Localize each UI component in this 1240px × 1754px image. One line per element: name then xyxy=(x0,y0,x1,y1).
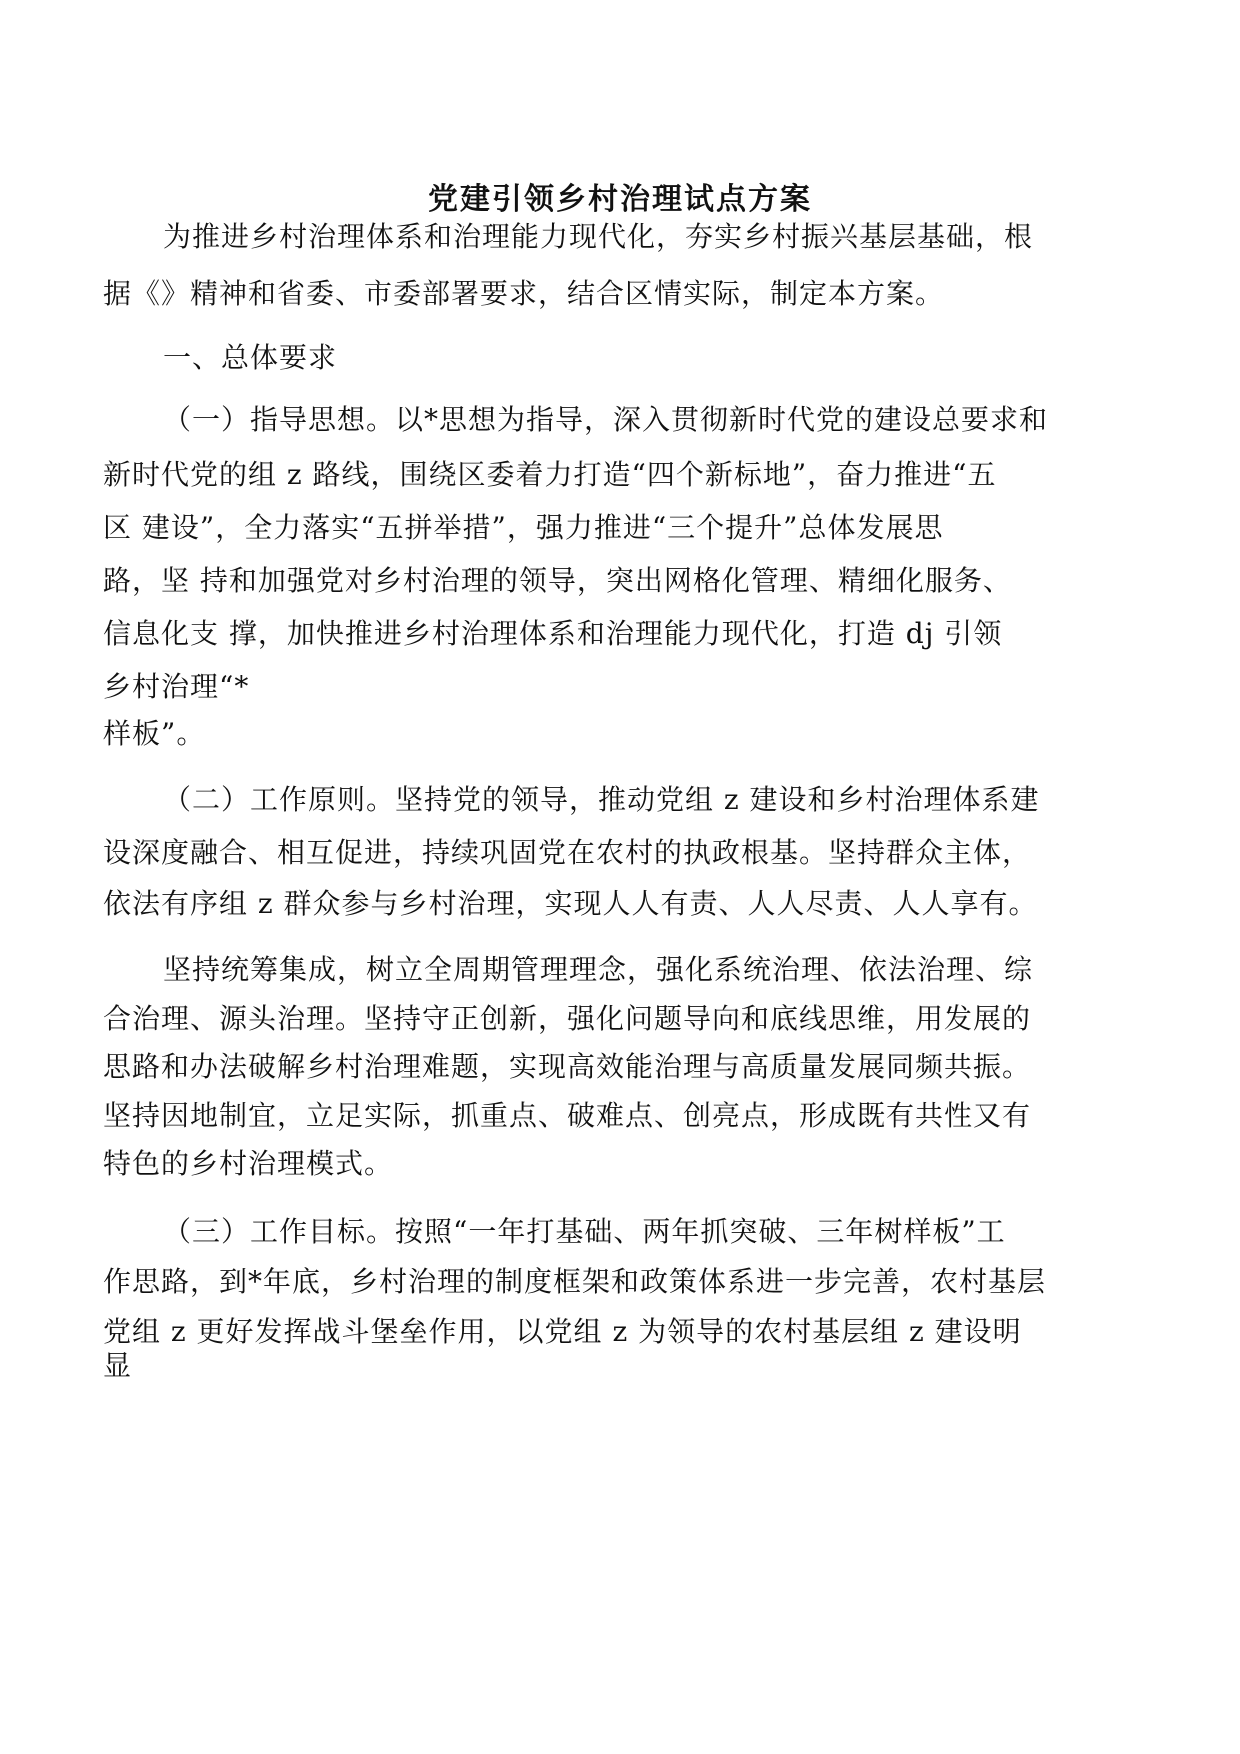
paragraph-line: （一）指导思想。以*思想为指导，深入贯彻新时代党的建设总要求和 xyxy=(163,403,1049,436)
paragraph-line: 党组 z 更好发挥战斗堡垒作用，以党组 z 为领导的农村基层组 z 建设明 xyxy=(103,1315,1022,1348)
paragraph-line: 新时代党的组 z 路线，围绕区委着力打造“四个新标地”，奋力推进“五 xyxy=(103,458,997,491)
paragraph-line: 乡村治理“* xyxy=(103,670,250,703)
section-heading: 一、总体要求 xyxy=(163,341,338,374)
paragraph-line: 区 建设”，全力落实“五拼举措”，强力推进“三个提升”总体发展思 xyxy=(103,511,944,544)
paragraph-line: 设深度融合、相互促进，持续巩固党在农村的执政根基。坚持群众主体， xyxy=(103,836,1032,869)
paragraph-line: 样板”。 xyxy=(103,717,206,750)
document-title: 党建引领乡村治理试点方案 xyxy=(428,182,812,217)
paragraph-line: 依法有序组 z 群众参与乡村治理，实现人人有责、人人尽责、人人享有。 xyxy=(103,887,1038,920)
paragraph-line: 特色的乡村治理模式。 xyxy=(103,1147,394,1180)
paragraph-line: 信息化支 撑，加快推进乡村治理体系和治理能力现代化，打造 dj 引领 xyxy=(103,617,1003,650)
paragraph-line: 坚持因地制宜，立足实际，抓重点、破难点、创亮点，形成既有共性又有 xyxy=(103,1099,1032,1132)
paragraph-line: 合治理、源头治理。坚持守正创新，强化问题导向和底线思维，用发展的 xyxy=(103,1002,1032,1035)
paragraph-line: （二）工作原则。坚持党的领导，推动党组 z 建设和乡村治理体系建 xyxy=(163,783,1040,816)
paragraph-line: 作思路，到*年底，乡村治理的制度框架和政策体系进一步完善，农村基层 xyxy=(103,1265,1047,1298)
paragraph-line: 坚持统筹集成，树立全周期管理理念，强化系统治理、依法治理、综 xyxy=(163,953,1034,986)
paragraph-line: 思路和办法破解乡村治理难题，实现高效能治理与高质量发展同频共振。 xyxy=(103,1050,1032,1083)
paragraph-line: 显 xyxy=(103,1349,133,1382)
paragraph-line: 路，坚 持和加强党对乡村治理的领导，突出网格化管理、精细化服务、 xyxy=(103,564,1012,597)
paragraph-line: （三）工作目标。按照“一年打基础、两年抓突破、三年树样板”工 xyxy=(163,1215,1006,1248)
paragraph-line: 据《》精神和省委、市委部署要求，结合区情实际，制定本方案。 xyxy=(103,277,945,310)
paragraph-line: 为推进乡村治理体系和治理能力现代化，夯实乡村振兴基层基础，根 xyxy=(163,220,1034,253)
